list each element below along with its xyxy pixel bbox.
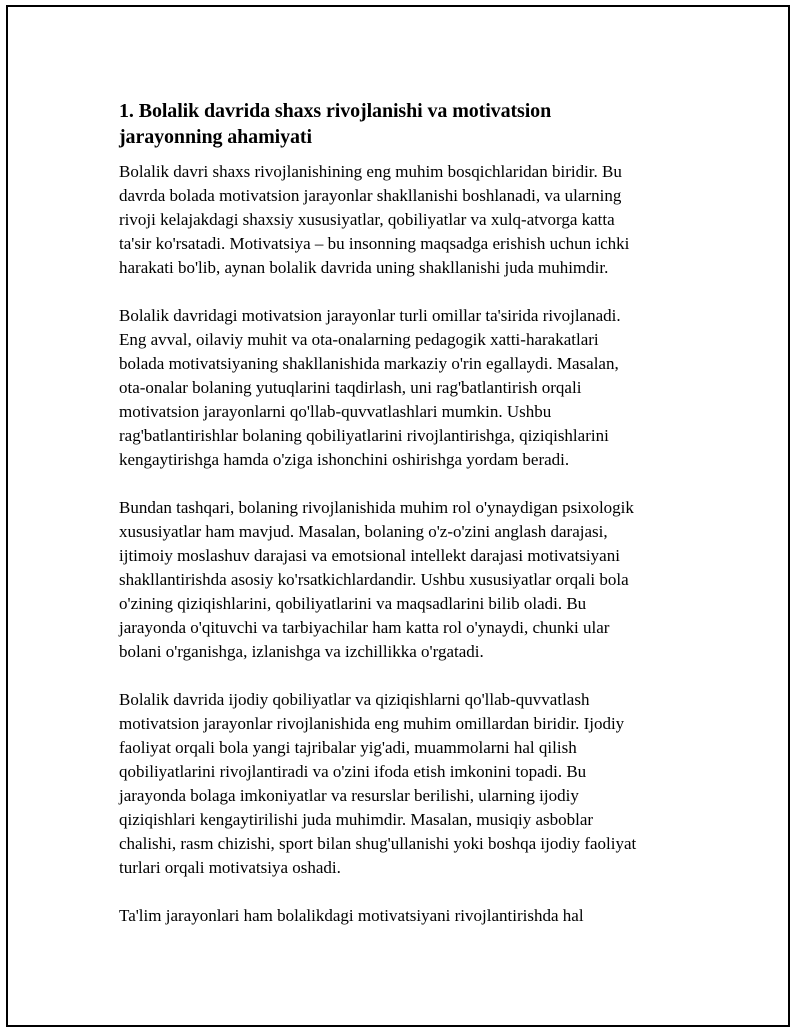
document-body [119, 98, 689, 952]
text-line: o'zining qiziqishlarini, qobiliyatlarini va maqsadlarini bilib oladi. Bu [119, 594, 587, 613]
text-line: harakati bo'lib, aynan bolalik davrida uning shakllanishi juda muhimdir. [119, 258, 609, 277]
text-line: qiziqishlari kengaytirilishi juda muhimdir. Masalan, musiqiy asboblar [119, 810, 594, 829]
text-line: motivatsion jarayonlar rivojlanishida eng muhim omillardan biridir. Ijodiy [119, 714, 625, 733]
text-line: shakllantirishda asosiy ko'rsatkichlardandir. Ushbu xususiyatlar orqali bola [119, 570, 629, 589]
text-line: ota-onalar bolaning yutuqlarini taqdirlash, uni rag'batlantirish orqali [119, 378, 582, 397]
text-line: kengaytirishga hamda o'ziga ishonchini oshirishga yordam beradi. [119, 450, 570, 469]
text-line: xususiyatlar ham mavjud. Masalan, bolaning o'z-o'zini anglash darajasi, [119, 522, 608, 541]
text-line: ijtimoiy moslashuv darajasi va emotsional intellekt darajasi motivatsiyani [119, 546, 620, 565]
paragraph [119, 160, 689, 280]
text-line: bolani o'rganishga, izlanishga va izchillikka o'rgatadi. [119, 642, 484, 661]
text-line: jarayonda bolaga imkoniyatlar va resurslar berilishi, ularning ijodiy [119, 786, 579, 805]
heading-line: 1. Bolalik davrida shaxs rivojlanishi va motivatsion [119, 100, 552, 122]
paragraph [119, 688, 689, 880]
text-line: ta'sir ko'rsatadi. Motivatsiya – bu insonning maqsadga erishish uchun ichki [119, 234, 630, 253]
text-line: Ta'lim jarayonlari ham bolalikdagi motivatsiyani rivojlantirishda hal [119, 906, 584, 925]
text-line: Eng avval, oilaviy muhit va ota-onalarning pedagogik xatti-harakatlari [119, 330, 599, 349]
section-heading [119, 98, 689, 150]
text-line: jarayonda o'qituvchi va tarbiyachilar ham katta rol o'ynaydi, chunki ular [119, 618, 610, 637]
text-line: rag'batlantirishlar bolaning qobiliyatlarini rivojlantirishga, qiziqishlarini [119, 426, 609, 445]
paragraph [119, 904, 689, 928]
text-line: Bundan tashqari, bolaning rivojlanishida muhim rol o'ynaydigan psixologik [119, 498, 634, 517]
paragraph [119, 304, 689, 472]
paragraph [119, 496, 689, 664]
text-line: Bolalik davri shaxs rivojlanishining eng muhim bosqichlaridan biridir. Bu [119, 162, 622, 181]
page-frame [6, 5, 790, 1027]
text-line: bolada motivatsiyaning shakllanishida markaziy o'rin egallaydi. Masalan, [119, 354, 619, 373]
text-line: motivatsion jarayonlarni qo'llab-quvvatlashlari mumkin. Ushbu [119, 402, 552, 421]
text-line: turlari orqali motivatsiya oshadi. [119, 858, 341, 877]
text-line: chalishi, rasm chizishi, sport bilan shug'ullanishi yoki boshqa ijodiy faoliyat [119, 834, 637, 853]
heading-line: jarayonning ahamiyati [119, 126, 312, 148]
text-line: qobiliyatlarini rivojlantiradi va o'zini ifoda etish imkonini topadi. Bu [119, 762, 587, 781]
text-line: Bolalik davridagi motivatsion jarayonlar turli omillar ta'sirida rivojlanadi. [119, 306, 621, 325]
text-line: davrda bolada motivatsion jarayonlar shakllanishi boshlanadi, va ularning [119, 186, 622, 205]
text-line: rivoji kelajakdagi shaxsiy xususiyatlar, qobiliyatlar va xulq-atvorga katta [119, 210, 615, 229]
text-line: Bolalik davrida ijodiy qobiliyatlar va qiziqishlarni qo'llab-quvvatlash [119, 690, 590, 709]
text-line: faoliyat orqali bola yangi tajribalar yig'adi, muammolarni hal qilish [119, 738, 577, 757]
